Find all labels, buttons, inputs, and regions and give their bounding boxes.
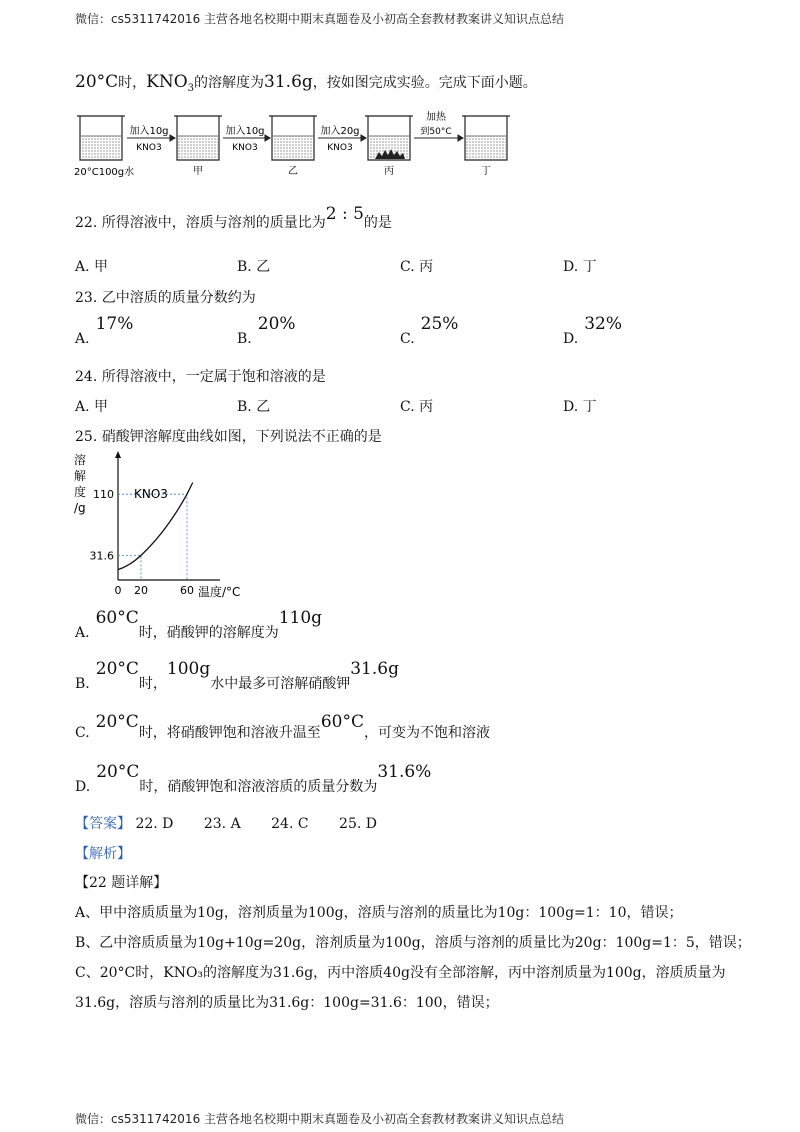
q22-option-c[interactable]: C. 丙 bbox=[400, 259, 434, 275]
arrow-3-top: 加入20g bbox=[320, 126, 360, 137]
beaker-ding bbox=[462, 116, 510, 160]
q22-option-d[interactable]: D. 丁 bbox=[563, 259, 597, 275]
beaker-jia bbox=[174, 116, 222, 160]
y-label-char: 度 bbox=[74, 485, 87, 499]
detail-line-c: C、20°C时，KNO₃的溶解度为31.6g，丙中溶质40g没有全部溶解，丙中溶剂质量为100g，溶质质量为 bbox=[75, 965, 726, 981]
x-axis-label: 温度/°C bbox=[198, 585, 241, 598]
q25-stem: 25. 硝酸钾溶解度曲线如图，下列说法不正确的是 bbox=[75, 429, 382, 445]
answer-23: 23. A bbox=[203, 816, 241, 832]
q25-option-a[interactable]: A.60°C时，硝酸钾的溶解度为110g bbox=[75, 608, 323, 641]
q24-option-b[interactable]: B. 乙 bbox=[237, 399, 271, 415]
beaker-start bbox=[77, 116, 125, 160]
q25-option-d[interactable]: D.20°C时，硝酸钾饱和溶液溶质的质量分数为31.6% bbox=[75, 762, 432, 795]
arrow-4-top: 加热 bbox=[426, 112, 446, 123]
y-axis-arrow bbox=[115, 451, 121, 458]
arrow-1-top: 加入10g bbox=[129, 126, 169, 137]
y-tick-label: 110 bbox=[93, 488, 114, 502]
q25-option-c[interactable]: C.20°C时，将硝酸钾饱和溶液升温至60°C，可变为不饱和溶液 bbox=[75, 712, 490, 741]
beaker-label-bing: 丙 bbox=[384, 166, 394, 177]
beaker-label-jia: 甲 bbox=[193, 166, 203, 177]
q23-option-c[interactable]: C.25% bbox=[400, 314, 459, 347]
analysis-title: 【解析】 bbox=[75, 846, 131, 862]
start-label: 20°C100g水 bbox=[74, 167, 135, 178]
series-label: KNO3 bbox=[134, 487, 168, 501]
q23-option-b[interactable]: B.20% bbox=[237, 314, 296, 347]
q23-option-d[interactable]: D.32% bbox=[563, 314, 622, 347]
y-label-char: 解 bbox=[74, 469, 87, 483]
answer-25: 25. D bbox=[339, 816, 377, 832]
q24-stem: 24. 所得溶液中，一定属于饱和溶液的是 bbox=[75, 369, 326, 385]
y-label-char: /g bbox=[74, 501, 86, 515]
arrow-4-bottom: 到50°C bbox=[420, 127, 452, 137]
beaker-bing bbox=[365, 116, 413, 160]
experiment-diagram bbox=[70, 108, 530, 180]
solubility-chart bbox=[70, 450, 260, 598]
guide-60 bbox=[118, 494, 187, 580]
q23-option-a[interactable]: A.17% bbox=[75, 314, 134, 347]
x-tick-label: 20 bbox=[134, 584, 148, 597]
page-footer: 微信：cs5311742016 主营各地名校期中期末真题卷及小初高全套教材教案讲义知识点总结 bbox=[75, 1112, 565, 1126]
detail-22-title: 【22 题详解】 bbox=[75, 875, 168, 891]
beaker-label-yi: 乙 bbox=[288, 166, 298, 177]
y-tick-label: 31.6 bbox=[89, 549, 114, 563]
answer-24: 24. C bbox=[271, 816, 309, 832]
y-label-char: 溶 bbox=[74, 453, 87, 467]
beaker-label-ding: 丁 bbox=[481, 166, 491, 177]
arrow-2-top: 加入10g bbox=[225, 126, 265, 137]
answer-22: 22. D bbox=[135, 816, 174, 832]
x-tick-label: 0 bbox=[114, 584, 122, 597]
q24-option-c[interactable]: C. 丙 bbox=[400, 399, 434, 415]
answer-line: 【答案】 22. D 23. A 24. C 25. D bbox=[75, 816, 377, 832]
arrow-2-bottom: KNO3 bbox=[232, 143, 258, 153]
q22-option-a[interactable]: A. 甲 bbox=[75, 259, 109, 275]
q25-option-b[interactable]: B.20°C时，100g水中最多可溶解硝酸钾31.6g bbox=[75, 659, 399, 692]
x-tick-label: 60 bbox=[180, 584, 194, 597]
intro-temp: 20°C bbox=[75, 72, 119, 92]
arrow-1-bottom: KNO3 bbox=[136, 143, 162, 153]
q22-ratio: 2 : 5 bbox=[325, 204, 364, 224]
detail-line-c-cont: 31.6g，溶质与溶剂的质量比为31.6g：100g=31.6：100，错误； bbox=[75, 995, 499, 1011]
arrow-3-bottom: KNO3 bbox=[327, 143, 353, 153]
intro-formula: KNO bbox=[146, 72, 188, 92]
intro-line: 20°C时，$KNO_3$的溶解度为31.6g，按如图完成实验。完成下面小题。 bbox=[75, 72, 537, 94]
detail-line-b: B、乙中溶质质量为10g+10g=20g，溶剂质量为100g，溶质与溶剂的质量比为20g：100g=1：5，错误； bbox=[75, 935, 751, 951]
detail-line-a: A、甲中溶质质量为10g，溶剂质量为100g，溶质与溶剂的质量比为10g：100g=1：10，错误； bbox=[75, 905, 683, 921]
q22-option-b[interactable]: B. 乙 bbox=[237, 259, 271, 275]
q22-stem: 22. 所得溶液中，溶质与溶剂的质量比为2 : 5的是 bbox=[75, 204, 392, 231]
q23-stem: 23. 乙中溶质的质量分数约为 bbox=[75, 290, 256, 306]
beaker-yi bbox=[269, 116, 317, 160]
q24-option-a[interactable]: A. 甲 bbox=[75, 399, 109, 415]
q24-option-d[interactable]: D. 丁 bbox=[563, 399, 597, 415]
page-header: 微信：cs5311742016 主营各地名校期中期末真题卷及小初高全套教材教案讲义知识点总结 bbox=[75, 12, 565, 26]
